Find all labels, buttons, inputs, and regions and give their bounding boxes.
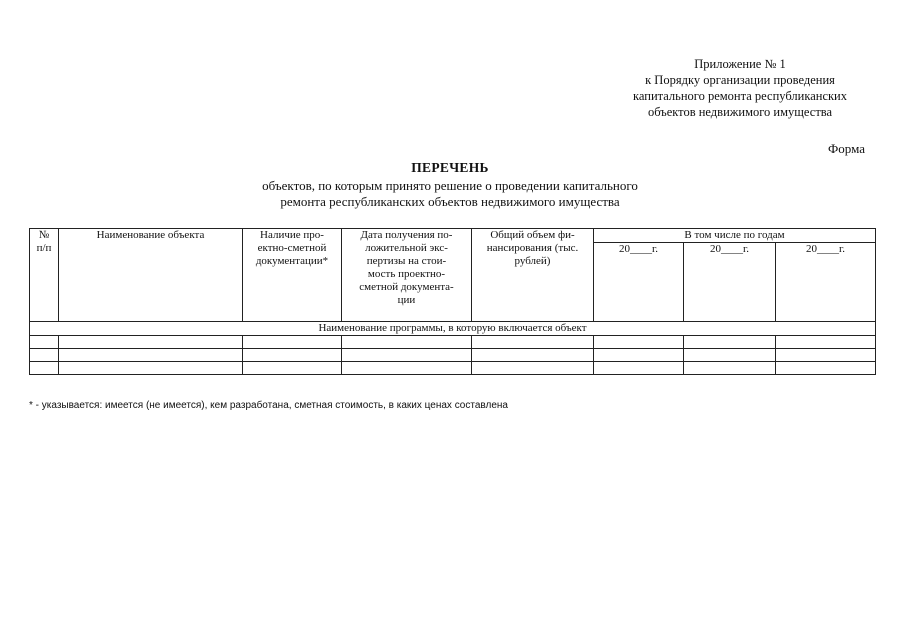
table-cell [30,349,59,362]
header-design-documentation: Наличие про- ектно-сметной документации* [243,229,342,322]
table-cell [684,336,776,349]
header-object-name: Наименование объекта [59,229,243,322]
header-year-1: 20____г. [594,243,684,322]
table-cell [30,362,59,375]
table-cell [594,349,684,362]
table-cell [594,362,684,375]
header-number: № п/п [30,229,59,322]
table-cell [243,362,342,375]
table-cell [59,349,243,362]
header-by-years: В том числе по годам [594,229,876,243]
table-cell [342,349,472,362]
appendix-line: Приложение № 1 [694,57,786,71]
appendix-line: объектов недвижимого имущества [647,105,833,119]
table-cell [30,336,59,349]
footnote: * - указывается: имеется (не имеется), кем разработана, сметная стоимость, в каких ценах составлена [29,400,508,411]
subtitle-line: объектов, по которым принято решение о проведении капитального [262,178,638,193]
table-cell [342,362,472,375]
table-cell [59,362,243,375]
table-cell [472,362,594,375]
objects-table [29,228,876,375]
table-cell [684,349,776,362]
appendix-line: капитального ремонта республиканских [632,89,847,103]
program-name-row: Наименование программы, в которую включается объект [30,322,876,336]
header-expertise-date: Дата получения по- ложительной экс- пертизы на стои- мость проектно- сметной документа- ции [342,229,472,322]
table-cell [342,336,472,349]
table-cell [776,336,876,349]
appendix-block [560,56,905,120]
table-cell [243,349,342,362]
table-cell [776,362,876,375]
form-label: Форма [828,141,865,156]
document-title: ПЕРЕЧЕНЬ [411,160,489,175]
table-cell [243,336,342,349]
table-cell [594,336,684,349]
table-row [30,349,876,362]
table-cell [472,349,594,362]
header-year-3: 20____г. [776,243,876,322]
table-row [30,336,876,349]
subtitle-line: ремонта республиканских объектов недвижимого имущества [280,194,620,209]
document-subtitle [150,178,750,210]
table-cell [684,362,776,375]
table-cell [776,349,876,362]
table-row [30,362,876,375]
table-cell [472,336,594,349]
header-financing-volume: Общий объем фи- нансирования (тыс. рублей) [472,229,594,322]
header-year-2: 20____г. [684,243,776,322]
appendix-line: к Порядку организации проведения [645,73,835,87]
table-cell [59,336,243,349]
